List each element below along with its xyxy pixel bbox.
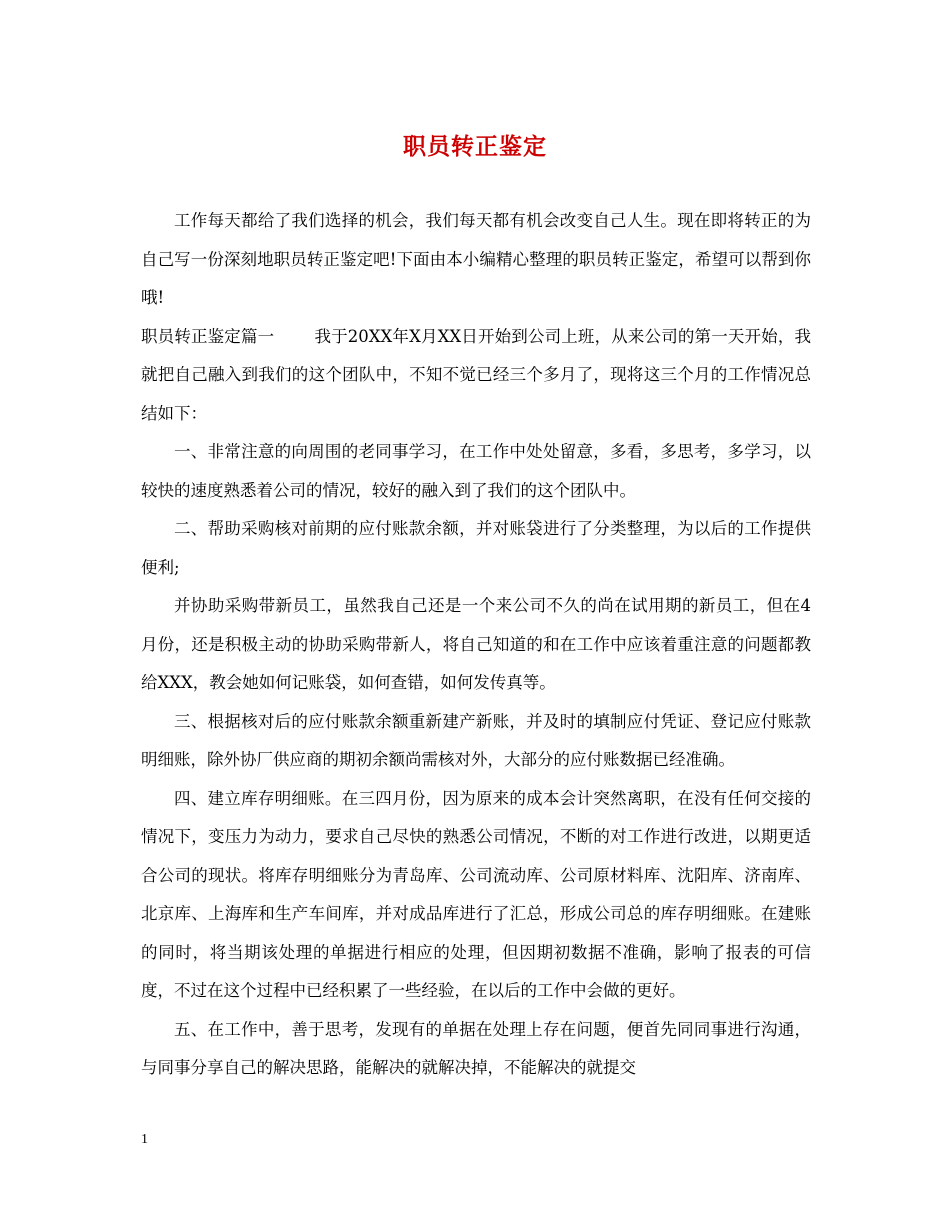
document-title: 职员转正鉴定 <box>403 133 547 160</box>
body-paragraph-1: 一、非常注意的向周围的老同事学习，在工作中处处留意，多看，多思考，多学习，以较快的速度熟悉着公司的情况，较好的融入到了我们的这个团队中。 <box>141 442 811 500</box>
page-number: 1 <box>141 1132 148 1147</box>
body-paragraph-6: 五、在工作中，善于思考，发现有的单据在处理上存在问题，便首先同同事进行沟通，与同事分享自己的解决思路，能解决的就解决掉，不能解决的就提交 <box>141 1019 811 1077</box>
body-paragraph-2: 二、帮助采购核对前期的应付账款余额，并对账袋进行了分类整理，为以后的工作提供便利; <box>141 519 811 577</box>
section-heading: 职员转正鉴定篇一 <box>141 326 275 346</box>
section-opening-paragraph <box>141 318 811 434</box>
section-opening-text: 我于20XX年X月XX日开始到公司上班，从来公司的第一天开始，我就把自己融入到我们的这个团队中，不知不觉已经三个多月了，现将这三个月的工作情况总结如下： <box>141 326 811 423</box>
body-paragraph-3: 并协助采购带新员工，虽然我自己还是一个来公司不久的尚在试用期的新员工，但在4月份，还是积极主动的协助采购带新人，将自己知道的和在工作中应该着重注意的问题都教给XXX，教会她如何记账袋，如何查错，如何发传真等。 <box>141 596 811 692</box>
body-paragraph-4: 三、根据核对后的应付账款余额重新建产新账，并及时的填制应付凭证、登记应付账款明细账，除外协厂供应商的期初余额尚需核对外，大部分的应付账数据已经准确。 <box>141 711 811 769</box>
intro-paragraph: 工作每天都给了我们选择的机会，我们每天都有机会改变自己人生。现在即将转正的为自己写一份深刻地职员转正鉴定吧!下面由本小编精心整理的职员转正鉴定，希望可以帮到你哦! <box>141 211 811 307</box>
document-body <box>141 202 811 1088</box>
body-paragraph-5: 四、建立库存明细账。在三四月份，因为原来的成本会计突然离职，在没有任何交接的情况下，变压力为动力，要求自己尽快的熟悉公司情况，不断的对工作进行改进，以期更适合公司的现状。将库存明细账分为青岛库、公司流动库、公司原材料库、沈阳库、济南库、北京库、上海库和生产车间库，并对成品库进行了汇总，形成公司总的库存明细账。在建账的同时，将当期该处理的单据进行相应的处理，但因期初数据不准确，影响了报表的可信度，不过在这个过程中已经积累了一些经验，在以后的工作中会做的更好。 <box>141 788 811 1000</box>
